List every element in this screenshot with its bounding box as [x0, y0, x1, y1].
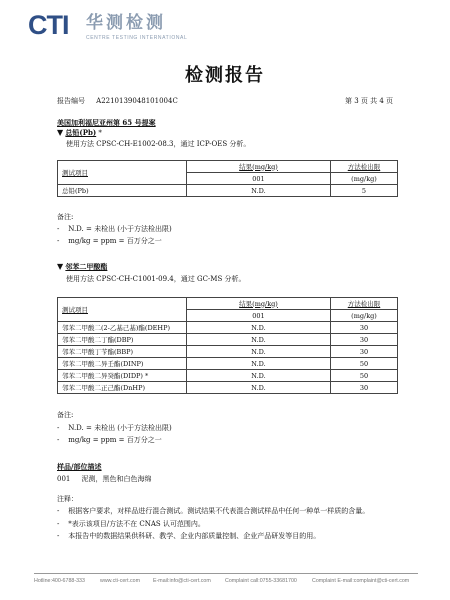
cell-item: 邻苯二甲酸二(2-乙基己基)酯(DEHP) [58, 322, 187, 334]
logo-brand: CTI [28, 10, 69, 40]
table-row [58, 370, 398, 382]
cell-item: 邻苯二甲酸二异壬酯(DINP) [58, 358, 187, 370]
header-sample: 001 [187, 310, 331, 322]
report-number-value: A2210139048101004C [96, 97, 178, 105]
lead-results-table [57, 160, 398, 197]
table-row [58, 334, 398, 346]
note-item: - mg/kg = ppm = 百万分之一 [57, 237, 162, 245]
cell-result: N.D. [187, 334, 331, 346]
cell-mdl: 50 [331, 370, 398, 382]
cell-mdl: 5 [331, 185, 398, 197]
footer-complaint-email[interactable]: Complaint E-mail:complaint@cti-cert.com [312, 578, 410, 584]
table-row [58, 382, 398, 394]
footer-email[interactable]: E-mail:info@cti-cert.com [153, 578, 211, 584]
method-lead: 使用方法 CPSC-CH-E1002-08.3，通过 ICP-OES 分析。 [66, 140, 251, 148]
company-logo [28, 10, 228, 50]
triangle-icon: ▼ [57, 128, 64, 137]
page-title: 检测报告 [185, 65, 265, 86]
cell-result: N.D. [187, 185, 331, 197]
cell-item: 邻苯二甲酸二丁酯(DBP) [58, 334, 187, 346]
sample-description-title: 样品/部位描述 [57, 462, 102, 471]
cell-item: 邻苯二甲酸丁苄酯(BBP) [58, 346, 187, 358]
sample-desc: 泥测，黑色和白色海绵 [81, 475, 152, 483]
footer-divider [34, 573, 418, 574]
section-heading-prop65: 美国加利福尼亚州第 65 号提案 [57, 118, 156, 127]
cell-result: N.D. [187, 370, 331, 382]
header-mdl: 方法检出限 [331, 161, 398, 173]
cell-item: 邻苯二甲酸二正己酯(DnHP) [58, 382, 187, 394]
section-sub-lead-title: 总铅(Pb) [65, 128, 97, 137]
header-sample: 001 [187, 173, 331, 185]
header-mdl: 方法检出限 [331, 298, 398, 310]
cell-result: N.D. [187, 358, 331, 370]
table-row [58, 185, 398, 197]
section-sub-phthalates [57, 262, 107, 272]
cell-item: 邻苯二甲酸二异癸酯(DIDP) * [58, 370, 187, 382]
section-sub-lead [57, 128, 102, 138]
table-header-row [58, 298, 398, 310]
phthalates-results-table [57, 297, 398, 394]
header-result: 结果(mg/kg) [187, 161, 331, 173]
logo-english-name: CENTRE TESTING INTERNATIONAL [86, 35, 188, 41]
section-sub-phthalates-title: 邻苯二甲酸酯 [65, 262, 108, 271]
cell-item: 总铅(Pb) [58, 185, 187, 197]
method-phthalates: 使用方法 CPSC-CH-C1001-09.4，通过 GC-MS 分析。 [66, 275, 246, 283]
cell-mdl: 30 [331, 322, 398, 334]
remark-item: - 本报告中的数据结果供科研、教学、企业内部质量控制、企业产品研发等目的用。 [57, 532, 321, 540]
remark-item: - *表示该项目/方法不在 CNAS 认可范围内。 [57, 520, 205, 528]
table-row [58, 358, 398, 370]
cell-mdl: 30 [331, 334, 398, 346]
sample-id: 001 [57, 475, 71, 483]
footer-hotline: Hotline:400-6788-333 [34, 578, 85, 584]
page-indicator: 第 3 页 共 4 页 [345, 97, 394, 105]
table-row [58, 322, 398, 334]
note-item: - N.D. = 未检出 (小于方法检出限) [57, 424, 172, 432]
table-header-row [58, 161, 398, 173]
triangle-icon: ▼ [57, 262, 64, 271]
note-item: - N.D. = 未检出 (小于方法检出限) [57, 225, 172, 233]
header-item: 测试项目 [58, 161, 187, 185]
cell-mdl: 50 [331, 358, 398, 370]
report-number-label: 报告编号 [57, 97, 85, 105]
remark-item: - 根据客户要求，对样品进行混合测试。测试结果不代表混合测试样品中任何一种单一样质的含量。 [57, 507, 370, 515]
sample-description [57, 475, 152, 484]
footer-website[interactable]: www.cti-cert.com [100, 578, 141, 584]
section-sub-lead-star: * [96, 129, 102, 137]
remarks-title: 注释： [57, 495, 78, 503]
cell-mdl: 30 [331, 382, 398, 394]
cell-mdl: 30 [331, 346, 398, 358]
footer-complaint-call: Complaint call:0755-33681700 [225, 578, 297, 584]
table-row [58, 346, 398, 358]
notes-title: 备注: [57, 411, 74, 419]
header-unit: (mg/kg) [331, 310, 398, 322]
note-item: - mg/kg = ppm = 百万分之一 [57, 436, 162, 444]
header-unit: (mg/kg) [331, 173, 398, 185]
cell-result: N.D. [187, 322, 331, 334]
header-result: 结果(mg/kg) [187, 298, 331, 310]
notes-title: 备注: [57, 213, 74, 221]
logo-chinese-name: 华测检测 [86, 13, 166, 33]
header-item: 测试项目 [58, 298, 187, 322]
cell-result: N.D. [187, 346, 331, 358]
cell-result: N.D. [187, 382, 331, 394]
report-number [57, 97, 178, 106]
